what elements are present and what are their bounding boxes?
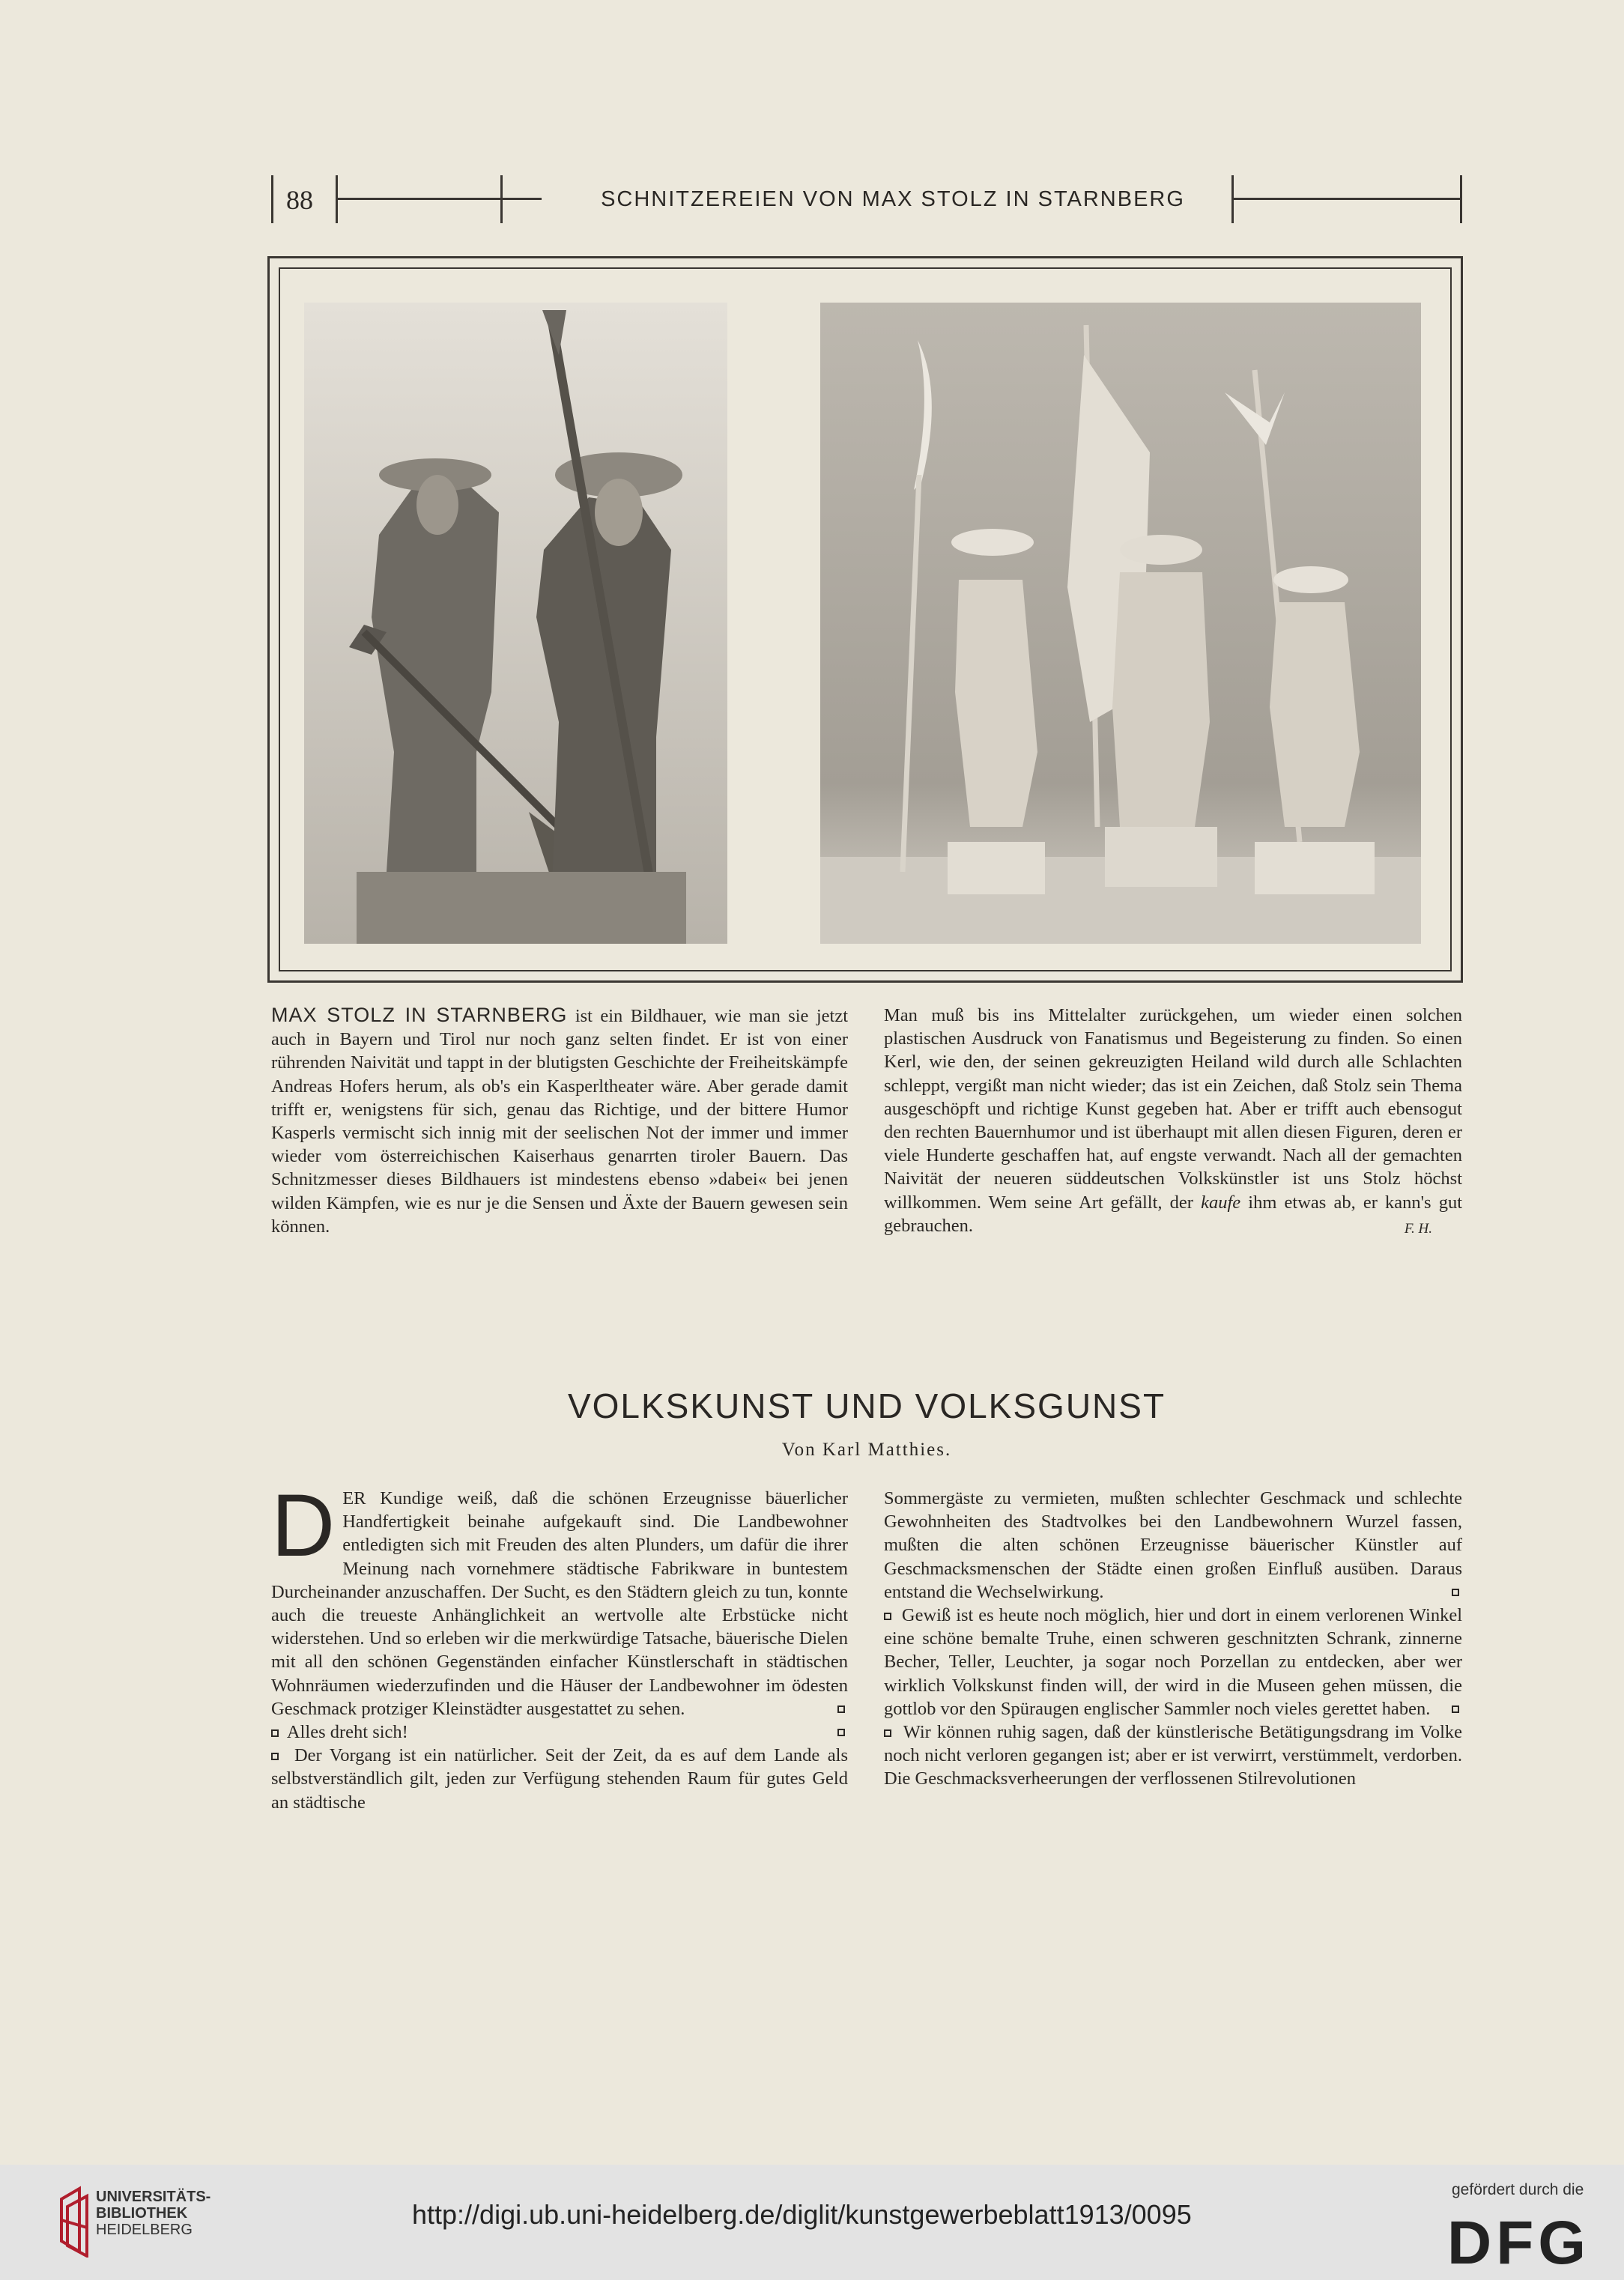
library-name: UNIVERSITÄTS- BIBLIOTHEK HEIDELBERG xyxy=(96,2189,211,2238)
funding-note: gefördert durch die xyxy=(1452,2181,1584,2198)
photo-two-carved-figures xyxy=(304,303,727,944)
article2-left-paragraph-2: Alles dreht sich! xyxy=(286,1722,408,1743)
article1-right-tail: ihm etwas ab, er kann's gut gebrauchen. xyxy=(884,1192,1463,1236)
drop-cap: D xyxy=(271,1476,336,1575)
paragraph-mark-icon xyxy=(837,1706,845,1713)
rule-divider xyxy=(338,198,542,200)
rule-divider xyxy=(271,175,273,223)
paragraph-mark-icon xyxy=(271,1729,279,1737)
photo-frame xyxy=(267,256,1463,983)
article2-right-paragraph-3: Wir können ruhig sagen, daß der künstlerische Betätigungsdrang im Volke noch nicht verloren gegangen ist; aber er ist verwirrt, verstümmelt, verdorben. Die Geschmacksverheerungen der verflossenen Stilrevolutionen xyxy=(884,1722,1462,1789)
running-head xyxy=(271,175,1462,223)
article1-right-italic: kaufe xyxy=(1201,1192,1241,1213)
article2-right-paragraph-2: Gewiß ist es heute noch möglich, hier und dort in einem verlorenen Winkel eine schöne bemalte Truhe, einen schweren geschnitzten Schrank, zinnerne Becher, Teller, Leuchter, ja sogar noch Porzellan zu entdecken, aber wer wirklich Volkskunst finden will, der wird in die Museen gehen müssen, die gottlob vor den Spüraugen englischer Sammler noch vieles gerettet haben. xyxy=(884,1605,1463,1719)
running-title: SCHNITZEREIEN VON MAX STOLZ IN STARNBERG xyxy=(601,187,1185,211)
rule-divider xyxy=(1234,198,1460,200)
article1-left-text: ist ein Bildhauer, wie man sie jetzt auch in Bayern und Tirol nur noch ganz selten findet. Er ist von einer rührenden Naivität und tappt in der blutigsten Geschichte der Freiheitskämpfe Andreas Hofers herum, als ob's ein Kasperltheater wäre. Aber gerade damit trifft er, wenigstens für sich, genau das Richtige, und der bittere Humor Kasperls vermischt sich innig mit der seelischen Not der immer und immer wieder vom österreichischen Kaiserhaus genarrten tiroler Bauern. Das Schnitzmesser dieses Bildhauers ist mindestens ebenso »dabei« bei jenen wilden Kämpfen, wie es nur je die Sensen und Äxte der Bauern gewesen sein können. xyxy=(271,1006,849,1237)
paragraph-mark-icon xyxy=(837,1729,845,1736)
article2-right-paragraph-1: Sommergäste zu vermieten, mußten schlechter Geschmack und schlechte Gewohnheiten des Stadtvolkes bei den Landbewohnern Wurzel fassen, mußten die alten schönen Erzeugnisse bäuerischer Künstler auf Geschmacksmenschen der Städte einen großen Einfluß ausüben. Daraus entstand die Wechselwirkung. xyxy=(884,1488,1462,1602)
article2-byline: Von Karl Matthies. xyxy=(781,1440,952,1460)
source-url-link[interactable]: http://digi.ub.uni-heidelberg.de/diglit/kunstgewerbeblatt1913/0095 xyxy=(412,2199,1192,2230)
paragraph-mark-icon xyxy=(884,1729,891,1737)
article2-left-paragraph-1: ER Kundige weiß, daß die schönen Erzeugnisse bäuerlicher Handfertigkeit beinahe aufgekauft sind. Die Landbewohner entledigten sich mit Freuden des alten Plunders, um dafür die ihrer Meinung nach vornehmere städtische Fabrikware in buntestem Durcheinander anzuschaffen. Der Sucht, es den Städtern gleich zu tun, konnte auch die treueste Anhänglichkeit an wertvolle alte Erbstücke nicht widerstehen. Und so erleben wir die merkwürdige Tatsache, bäuerische Dielen mit all den schönen Gegenständen einfacher Künstlerschaft in städtischen Wohnräumen wiederzufinden und die Häuser der Landbewohner im ödesten Geschmack protziger Kleinstädter ausgestattet zu sehen. xyxy=(271,1488,848,1719)
rule-divider xyxy=(1460,175,1462,223)
paragraph-mark-icon xyxy=(271,1753,279,1760)
library-logo-icon xyxy=(57,2184,96,2258)
footer-bar xyxy=(0,2165,1624,2280)
article2-right-column xyxy=(884,1487,1462,1791)
article2-title: VOLKSKUNST UND VOLKSGUNST xyxy=(567,1386,1166,1425)
page-number: 88 xyxy=(286,185,313,215)
photo-three-carved-figures xyxy=(820,303,1421,944)
article1-right-column xyxy=(884,1004,1462,1240)
article1-right-text: Man muß bis ins Mittelalter zurückgehen, um wieder einen solchen plastischen Ausdruck von Fanatismus und Begeisterung zu finden. So einen Kerl, wie den, der seinen gekreuzigten Heiland wild durch alle Schlachten schleppt, vergißt man nicht wieder; das ist ein Zeichen, daß Stolz sein Thema ausgeschöpft und richtige Kunst gegeben hat. Aber er trifft auch ebensogut den rechten Bauernhumor und ist überhaupt mit allen diesen Figuren, deren er viele Hunderte geschaffen hat, auf engste verwandt. Nach all der gemachten Naivität der neueren süddeutschen Volkskünstler ist uns Stolz höchst willkommen. Wem seine Art gefällt, der xyxy=(884,1005,1462,1213)
article1-lead-caps: MAX STOLZ IN STARNBERG xyxy=(271,1004,568,1026)
rule-divider xyxy=(500,175,503,223)
dfg-logo: DFG xyxy=(1447,2209,1591,2277)
article2-left-column xyxy=(271,1476,848,1814)
paragraph-mark-icon xyxy=(884,1613,891,1620)
author-signature: F. H. xyxy=(1404,1220,1432,1237)
paragraph-mark-icon xyxy=(1452,1589,1459,1596)
article2-left-paragraph-3: Der Vorgang ist ein natürlicher. Seit der Zeit, da es auf dem Lande als selbstverständlich gilt, jeden zur Verfügung stehenden Raum für gutes Geld an städtische xyxy=(271,1745,848,1813)
paragraph-mark-icon xyxy=(1452,1706,1459,1713)
article1-left-column xyxy=(271,1004,848,1238)
